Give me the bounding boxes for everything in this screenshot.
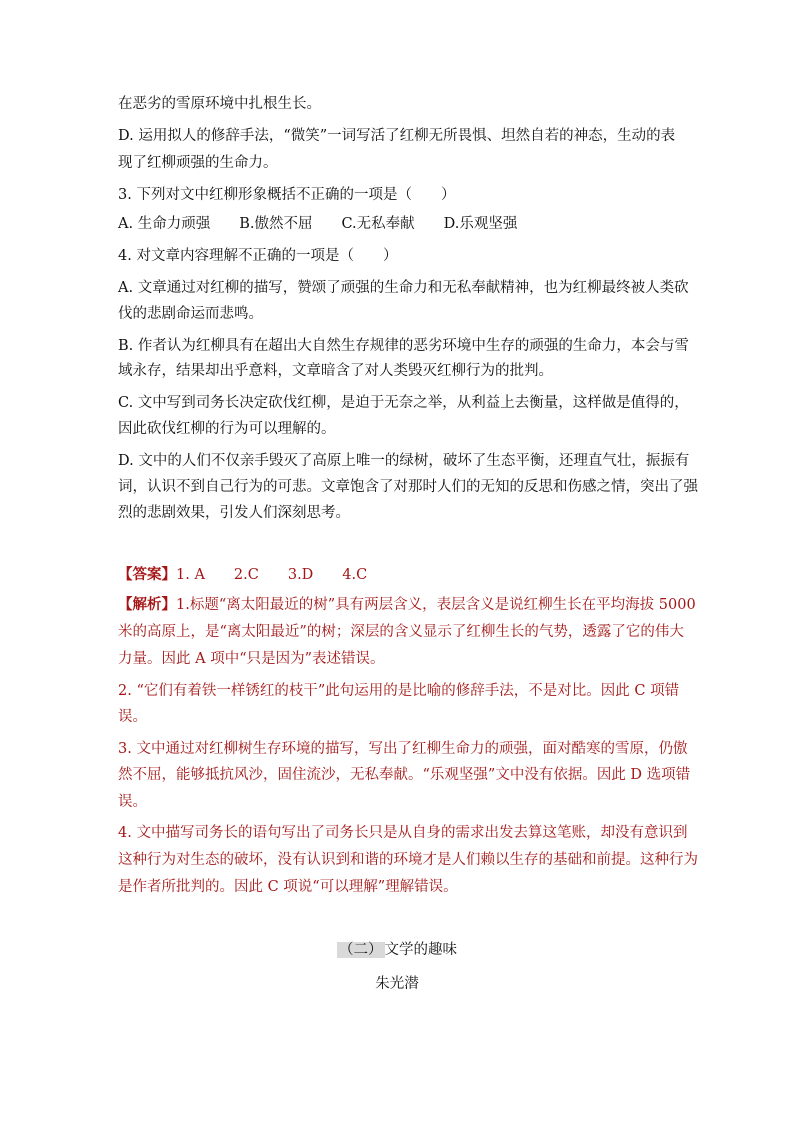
- q4-option-d-line3: 烈的悲剧效果，引发人们深刻思考。: [118, 505, 350, 521]
- q4-option-c-line1: C. 文中写到司务长决定砍伐红柳，是迫于无奈之举，从利益上去衡量，这样做是值得的，: [118, 395, 689, 411]
- section-number: （二）: [339, 942, 383, 958]
- analysis-4-line3: 是作者所批判的。因此 C 项说“可以理解”理解错误。: [118, 879, 458, 895]
- section-title: 文学的趣味: [384, 942, 457, 958]
- q4-option-c-line2: 因此砍伐红柳的行为可以理解的。: [118, 421, 336, 437]
- q3-stem: 3. 下列对文中红柳形象概括不正确的一项是（ ）: [118, 187, 456, 203]
- analysis-3-line3: 误。: [118, 794, 147, 810]
- analysis-3-line2: 然不屈，能够抵抗风沙，固住流沙，无私奉献。“乐观坚强”文中没有依据。因此 D 选项错: [118, 767, 691, 783]
- analysis-label: 【解析】: [118, 596, 176, 613]
- q4-option-d-line1: D. 文中的人们不仅亲手毁灭了高原上唯一的绿树，破坏了生态平衡，还理直气壮，振振有: [118, 453, 690, 469]
- q4-stem: 4. 对文章内容理解不正确的一项是（ ）: [118, 248, 398, 264]
- q4-option-d-line2: 词，认识不到自己行为的可悲。文章饱含了对那时人们的无知的反思和伤感之情，突出了强: [118, 479, 698, 495]
- answer-label: 【答案】: [118, 566, 176, 583]
- analysis-4-line2: 这种行为对生态的破坏，没有认识到和谐的环境才是人们赖以生存的基础和前提。这种行为: [118, 852, 698, 868]
- analysis-2-line1: 2. “它们有着铁一样锈红的枝干”此句运用的是比喻的修辞手法，不是对比。因此 C 项错: [118, 683, 680, 699]
- q2-option-d-line1: D. 运用拟人的修辞手法，“微笑”一词写活了红柳无所畏惧、坦然自若的神态，生动的表: [118, 128, 676, 144]
- analysis-2-line2: 误。: [118, 709, 147, 725]
- analysis-1-line3: 力量。因此 A 项中“只是因为”表述错误。: [118, 651, 385, 667]
- analysis-1-line2: 米的高原上，是“离太阳最近”的树；深层的含义显示了红柳生长的气势，透露了它的伟大: [118, 624, 684, 640]
- q2-option-c-tail: 在恶劣的雪原环境中扎根生长。: [118, 96, 321, 112]
- q3-options: A. 生命力顽强 B.傲然不屈 C.无私奉献 D.乐观坚强: [118, 216, 518, 232]
- answer-line: [118, 564, 678, 586]
- author: 朱光潜: [375, 976, 419, 992]
- q4-option-a-line1: A. 文章通过对红柳的描写，赞颂了顽强的生命力和无私奉献精神，也为红柳最终被人类砍: [118, 280, 689, 296]
- analysis-line1: [118, 594, 696, 616]
- q4-option-a-line2: 伐的悲剧命运而悲鸣。: [118, 306, 263, 322]
- analysis-4-line1: 4. 文中描写司务长的语句写出了司务长只是从自身的需求出发去算这笔账，却没有意识到: [118, 825, 688, 841]
- answer-text: 1. A 2.C 3.D 4.C: [176, 567, 368, 583]
- analysis-3-line1: 3. 文中通过对红柳树生存环境的描写，写出了红柳生命力的顽强，面对酷寒的雪原，仍傲: [118, 741, 688, 757]
- q4-option-b-line2: 域永存，结果却出乎意料，文章暗含了对人类毁灭红柳行为的批判。: [118, 363, 553, 379]
- q4-option-b-line1: B. 作者认为红柳具有在超出大自然生存规律的恶劣环境中生存的顽强的生命力，本会与雪: [118, 338, 689, 354]
- analysis-1-text: 1.标题“离太阳最近的树”具有两层含义，表层含义是说红柳生长在平均海拔 5000: [176, 597, 696, 613]
- q2-option-d-line2: 现了红柳顽强的生命力。: [118, 155, 278, 171]
- section-heading: [0, 939, 794, 961]
